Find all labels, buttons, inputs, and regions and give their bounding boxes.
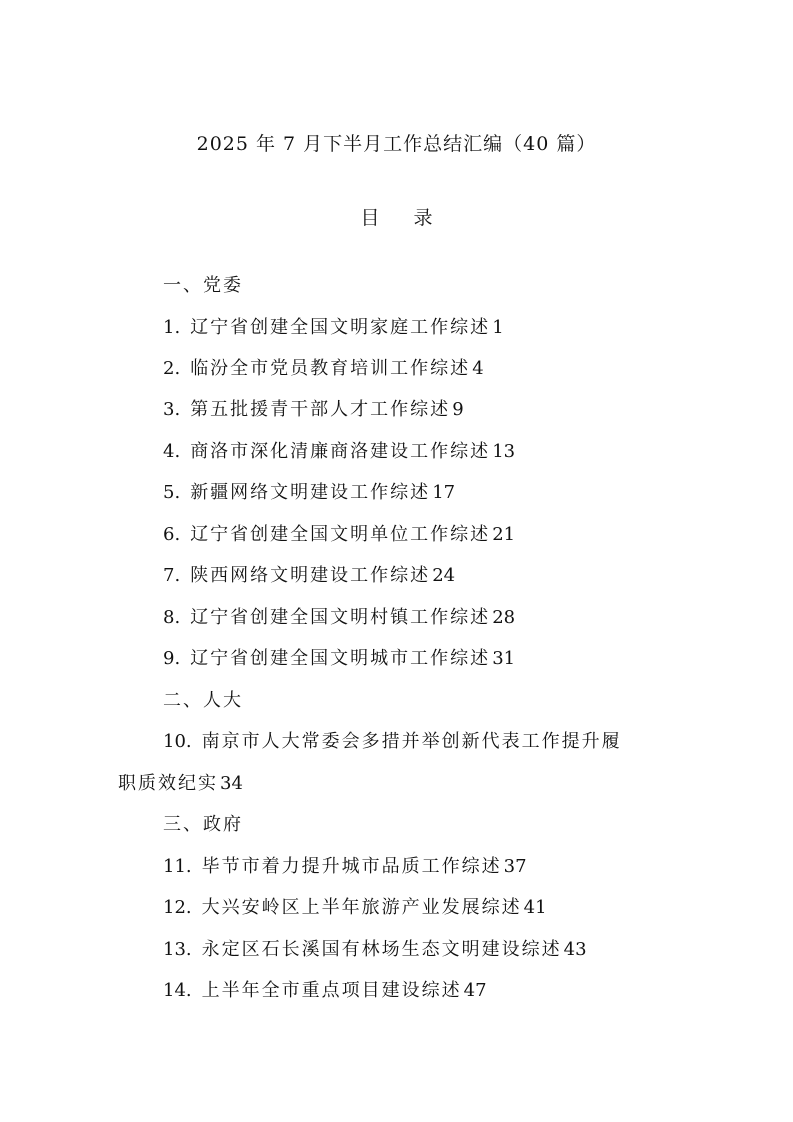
entry-page: 9 xyxy=(452,399,464,420)
entry-number: 2. xyxy=(163,358,181,379)
entry-title: 上半年全市重点项目建设综述 xyxy=(201,980,462,1001)
entry-page: 28 xyxy=(492,607,516,628)
entry-title: 毕节市着力提升城市品质工作综述 xyxy=(201,856,502,877)
toc-entry[interactable] xyxy=(163,937,587,963)
toc-entry[interactable] xyxy=(163,646,515,672)
toc-entry[interactable] xyxy=(163,315,504,341)
entry-title: 永定区石长溪国有林场生态文明建设综述 xyxy=(201,939,562,960)
entry-page: 37 xyxy=(503,856,527,877)
toc-entry[interactable] xyxy=(163,605,515,631)
toc-entry-continuation[interactable] xyxy=(118,771,243,797)
toc-entry[interactable] xyxy=(163,729,622,755)
entry-title: 大兴安岭区上半年旅游产业发展综述 xyxy=(201,897,522,918)
toc-entry[interactable] xyxy=(163,563,455,589)
entry-title: 辽宁省创建全国文明单位工作综述 xyxy=(190,524,491,545)
entry-number: 8. xyxy=(163,607,181,628)
toc-entry[interactable] xyxy=(163,854,527,880)
section-heading-peoples-congress: 二、人大 xyxy=(163,690,243,711)
entry-number: 14. xyxy=(163,980,192,1001)
toc-heading: 目 录 xyxy=(360,207,447,229)
entry-title: 临汾全市党员教育培训工作综述 xyxy=(190,358,471,379)
section-heading-party-committee: 一、党委 xyxy=(163,275,243,296)
entry-page: 34 xyxy=(220,773,243,794)
entry-title: 新疆网络文明建设工作综述 xyxy=(190,482,431,503)
entry-title: 陕西网络文明建设工作综述 xyxy=(190,565,431,586)
entry-page: 31 xyxy=(492,648,516,669)
entry-title: 辽宁省创建全国文明城市工作综述 xyxy=(190,648,491,669)
entry-page: 13 xyxy=(492,441,516,462)
entry-page: 47 xyxy=(463,980,487,1001)
entry-page: 41 xyxy=(523,897,547,918)
entry-number: 9. xyxy=(163,648,181,669)
entry-title: 辽宁省创建全国文明家庭工作综述 xyxy=(190,317,491,338)
entry-page: 24 xyxy=(432,565,456,586)
entry-number: 6. xyxy=(163,524,181,545)
entry-number: 1. xyxy=(163,317,181,338)
entry-page: 1 xyxy=(492,317,504,338)
toc-entry[interactable] xyxy=(163,522,515,548)
toc-entry[interactable] xyxy=(163,356,484,382)
toc-entry[interactable] xyxy=(163,895,547,921)
entry-title: 辽宁省创建全国文明村镇工作综述 xyxy=(190,607,491,628)
entry-page: 43 xyxy=(563,939,587,960)
entry-number: 13. xyxy=(163,939,192,960)
entry-page: 21 xyxy=(492,524,516,545)
entry-number: 10. xyxy=(163,731,192,752)
toc-entry[interactable] xyxy=(163,439,515,465)
entry-number: 3. xyxy=(163,399,181,420)
section-heading-government: 三、政府 xyxy=(163,814,243,835)
entry-title: 第五批援青干部人才工作综述 xyxy=(190,399,451,420)
entry-page: 4 xyxy=(472,358,484,379)
entry-number: 11. xyxy=(163,856,192,877)
document-title: 2025 年 7 月下半月工作总结汇编（40 篇） xyxy=(196,133,597,155)
entry-number: 7. xyxy=(163,565,181,586)
entry-number: 4. xyxy=(163,441,181,462)
toc-entry[interactable] xyxy=(163,978,487,1004)
toc-entry[interactable] xyxy=(163,397,464,423)
entry-title: 商洛市深化清廉商洛建设工作综述 xyxy=(190,441,491,462)
entry-page: 17 xyxy=(432,482,456,503)
entry-number: 12. xyxy=(163,897,192,918)
toc-entry[interactable] xyxy=(163,480,455,506)
entry-title: 南京市人大常委会多措并举创新代表工作提升履 xyxy=(201,731,622,752)
entry-title-continuation: 职质效纪实 xyxy=(118,773,218,794)
entry-number: 5. xyxy=(163,482,181,503)
